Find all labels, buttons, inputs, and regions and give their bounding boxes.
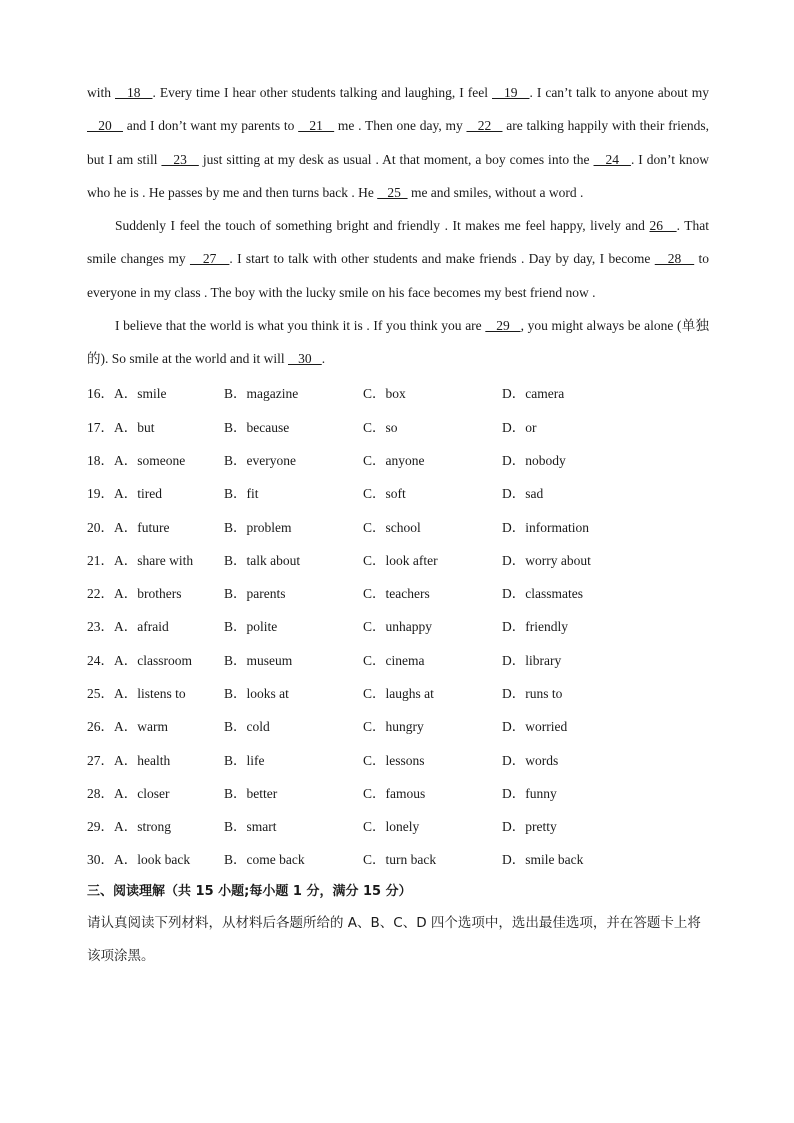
option-a: 17．A．but (87, 419, 155, 435)
option-a: 30．A．look back (87, 852, 191, 868)
blank-29: 29 (485, 318, 521, 334)
option-a: 24．A．classroom (87, 652, 192, 668)
option-c: C．cinema (363, 652, 425, 668)
option-a: 29．A．strong (87, 819, 171, 835)
option-d: D．runs to (502, 685, 563, 701)
option-c: C．unhappy (363, 619, 432, 635)
option-a: 27．A．health (87, 752, 171, 768)
option-d: D．camera (502, 386, 565, 402)
option-c: C．laughs at (363, 685, 434, 701)
option-a: 28．A．closer (87, 785, 170, 801)
option-d: D．information (502, 519, 589, 535)
option-d: D．worried (502, 719, 568, 735)
option-c: C．famous (363, 785, 426, 801)
option-a: 21．A．share with (87, 552, 194, 568)
question-row (87, 442, 709, 475)
question-row (87, 675, 709, 708)
blank-28: 28 (654, 251, 695, 267)
option-c: C．so (363, 419, 398, 435)
blank-25: 25 (377, 184, 408, 200)
question-row (87, 376, 709, 409)
question-row (87, 809, 709, 842)
blank-24: 24 (593, 151, 631, 167)
option-d: D．worry about (502, 552, 591, 568)
section-3-instruction: 请认真阅读下列材料，从材料后各题所给的 A、B、C、D 四个选项中，选出最佳选项，并在答题卡上将该项涂黑。 (87, 915, 701, 965)
question-row (87, 709, 709, 742)
cloze-passage (87, 76, 709, 376)
option-c: C．teachers (363, 586, 430, 602)
option-d: D．pretty (502, 819, 557, 835)
blank-23: 23 (161, 151, 199, 167)
option-d: D．funny (502, 785, 557, 801)
option-b: B．fit (224, 486, 259, 502)
blank-20: 20 (87, 118, 123, 134)
option-c: C．hungry (363, 719, 424, 735)
option-a: 20．A．future (87, 519, 170, 535)
option-b: B．parents (224, 586, 286, 602)
passage-paragraph-3: I believe that the world is what you think it is . If you think you are 29 , you might always be alone (单独的). So smile at the world and it will 30 . (87, 318, 710, 367)
blank-30: 30 (287, 351, 322, 367)
question-row (87, 609, 709, 642)
question-row (87, 509, 709, 542)
option-a: 18．A．someone (87, 452, 186, 468)
option-c: C．soft (363, 486, 406, 502)
question-row (87, 409, 709, 442)
section-3-title: 三、阅读理解（共 15 小题;每小题 1 分，满分 15 分） (87, 884, 412, 900)
option-c: C．box (363, 386, 406, 402)
answer-options (87, 376, 709, 875)
question-row (87, 476, 709, 509)
question-row (87, 542, 709, 575)
option-a: 26．A．warm (87, 719, 168, 735)
option-b: B．polite (224, 619, 278, 635)
option-d: D．library (502, 652, 562, 668)
blank-19: 19 (492, 85, 530, 100)
option-c: C．look after (363, 552, 438, 568)
option-a: 25．A．listens to (87, 685, 186, 701)
option-b: B．cold (224, 719, 270, 735)
option-d: D．friendly (502, 619, 568, 635)
option-d: D．classmates (502, 586, 583, 602)
option-b: B．talk about (224, 552, 301, 568)
option-b: B．looks at (224, 685, 289, 701)
option-a: 19．A．tired (87, 486, 162, 502)
blank-21: 21 (298, 118, 335, 134)
option-b: B．museum (224, 652, 293, 668)
option-b: B．magazine (224, 386, 299, 402)
question-row (87, 775, 709, 808)
blank-22: 22 (466, 118, 503, 134)
option-d: D．words (502, 752, 559, 768)
option-b: B．life (224, 752, 265, 768)
question-row (87, 642, 709, 675)
option-b: B．come back (224, 852, 305, 868)
question-row (87, 842, 709, 875)
option-b: B．everyone (224, 452, 296, 468)
option-a: 23．A．afraid (87, 619, 169, 635)
option-d: D．or (502, 419, 537, 435)
question-row (87, 575, 709, 608)
exam-page (87, 76, 709, 973)
option-d: D．smile back (502, 852, 584, 868)
option-c: C．turn back (363, 852, 437, 868)
option-b: B．better (224, 785, 278, 801)
passage-paragraph-2: Suddenly I feel the touch of something bright and friendly . It makes me feel happy, lively and 26 . That smile changes my 27 . I start to talk with other students and make friends . Day by day, I become 28 to everyone in my class . The boy with the lucky smile on his face becomes my best friend now . (87, 218, 710, 300)
option-b: B．problem (224, 519, 292, 535)
passage-paragraph-1: with 18 . Every time I hear other students talking and laughing, I feel 19 . I can’t talk to anyone about my 20 and I don’t want my parents to 21 me . Then one day, my 22 are talking happily with their friends, but I am still 23 just sitting at my desk as usual . At that moment, a boy comes into the 24 . I don’t know who he is . He passes by me and then turns back . He 25 me and smiles, without a word . (87, 85, 710, 200)
option-b: B．smart (224, 819, 277, 835)
option-c: C．lonely (363, 819, 420, 835)
blank-27: 27 (189, 251, 230, 267)
blank-26: 26 (649, 218, 677, 234)
option-c: C．anyone (363, 452, 425, 468)
question-row (87, 742, 709, 775)
blank-18: 18 (115, 85, 153, 100)
option-c: C．lessons (363, 752, 425, 768)
option-d: D．sad (502, 486, 544, 502)
option-a: 22．A．brothers (87, 586, 182, 602)
option-d: D．nobody (502, 452, 566, 468)
option-a: 16．A．smile (87, 386, 167, 402)
option-b: B．because (224, 419, 290, 435)
option-c: C．school (363, 519, 421, 535)
